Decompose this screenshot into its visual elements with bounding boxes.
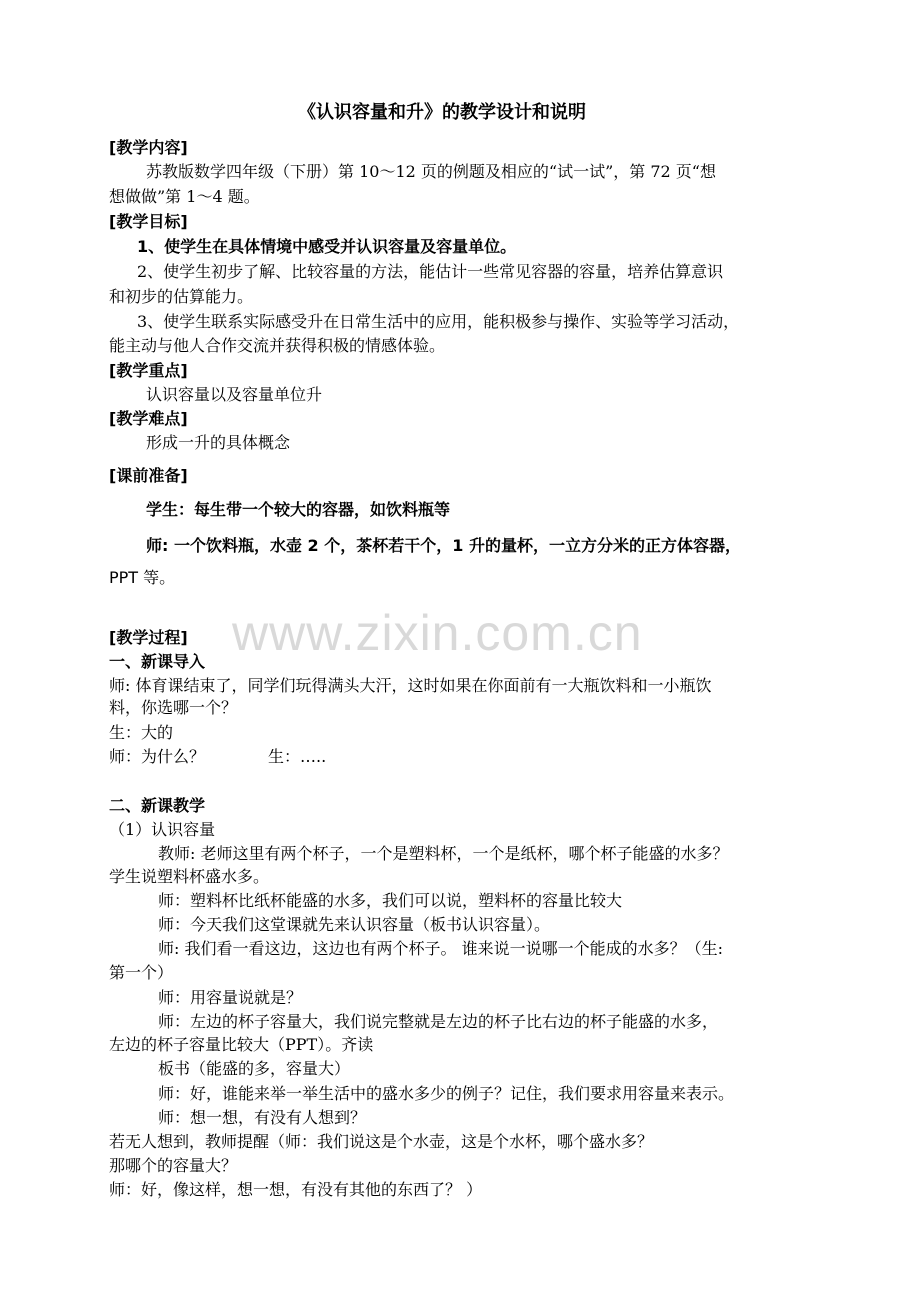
teach-1-line-2: 学生说塑料杯盛水多。 — [109, 867, 270, 886]
section-1-heading: 一、新课导入 — [109, 652, 206, 671]
teach-6-line-2: 左边的杯子容量比较大（PPT）。齐读 — [109, 1035, 374, 1054]
section-1-line-1: 师: 体育课结束了，同学们玩得满头大汗，这时如果在你面前有一大瓶饮料和一小瓶饮 — [109, 676, 712, 695]
section-2-heading: 二、新课教学 — [109, 796, 206, 815]
section-1-line-3: 生：大的 — [109, 723, 174, 742]
heading-difficulties: [教学难点] — [109, 409, 188, 428]
prep-teacher-line-1: 师: 一个饮料瓶，水壶 2 个，茶杯若干个，1 升的量杯，一立方分米的正方体容器， — [146, 536, 741, 555]
teach-7: 板书（能盛的多，容量大） — [158, 1059, 351, 1078]
section-1-line-4b: 生：….. — [268, 747, 327, 766]
difficulties-text: 形成一升的具体概念 — [146, 433, 291, 452]
content-line-1: 苏教版数学四年级（下册）第 10～12 页的例题及相应的“试一试”，第 72 页“想 — [146, 162, 716, 181]
teach-4-line-1: 师: 我们看一看这边，这边也有两个杯子。 谁来说一说哪一个能成的水多？（生: — [158, 939, 723, 958]
goal-1: 1、使学生在具体情境中感受并认识容量及容量单位。 — [137, 237, 517, 256]
watermark: www.zixin.com.cn — [232, 605, 643, 661]
prep-students: 学生：每生带一个较大的容器，如饮料瓶等 — [146, 500, 451, 519]
teach-10: 若无人想到，教师提醒（师：我们说这是个水壶，这是个水杯，哪个盛水多？ — [109, 1132, 654, 1151]
teach-2: 师：塑料杯比纸杯能盛的水多，我们可以说，塑料杯的容量比较大 — [158, 891, 623, 910]
sub-heading-1: （1）认识容量 — [109, 820, 216, 839]
section-1-line-2: 料，你选哪一个？ — [109, 698, 238, 717]
prep-teacher-line-2: PPT 等。 — [109, 568, 176, 587]
teach-12: 师：好，像这样，想一想，有没有其他的东西了？ ） — [109, 1180, 483, 1199]
section-1-line-4a: 师：为什么？ — [109, 747, 206, 766]
teach-6-line-1: 师：左边的杯子容量大，我们说完整就是左边的杯子比右边的杯子能盛的水多， — [158, 1012, 719, 1031]
goal-2-line-2: 和初步的估算能力。 — [109, 287, 254, 306]
goal-2-line-1: 2、使学生初步了解、比较容量的方法，能估计一些常见容器的容量，培养估算意识 — [137, 262, 724, 281]
key-points-text: 认识容量以及容量单位升 — [146, 385, 323, 404]
goal-3-line-2: 能主动与他人合作交流并获得积极的情感体验。 — [109, 336, 446, 355]
teach-1-line-1: 教师: 老师这里有两个杯子，一个是塑料杯，一个是纸杯，哪个杯子能盛的水多？ — [158, 844, 729, 863]
teach-4-line-2: 第一个） — [109, 963, 174, 982]
teach-3: 师：今天我们这堂课就先来认识容量（板书认识容量）。 — [158, 915, 551, 934]
page-title: 《认识容量和升》的教学设计和说明 — [298, 102, 586, 123]
heading-teaching-process: [教学过程] — [109, 628, 188, 647]
goal-3-line-1: 3、使学生联系实际感受升在日常生活中的应用，能积极参与操作、实验等学习活动， — [137, 312, 740, 331]
teach-5: 师：用容量说就是？ — [158, 988, 303, 1007]
teach-11: 那哪个的容量大？ — [109, 1156, 238, 1175]
heading-preparation: [课前准备] — [109, 466, 188, 485]
teach-8: 师：好，谁能来举一举生活中的盛水多少的例子？记住，我们要求用容量来表示。 — [158, 1084, 735, 1103]
teach-9: 师：想一想，有没有人想到？ — [158, 1108, 367, 1127]
heading-key-points: [教学重点] — [109, 361, 188, 380]
content-line-2: 想做做”第 1～4 题。 — [109, 187, 260, 206]
heading-teaching-content: [教学内容] — [109, 138, 188, 157]
heading-teaching-goals: [教学目标] — [109, 212, 188, 231]
